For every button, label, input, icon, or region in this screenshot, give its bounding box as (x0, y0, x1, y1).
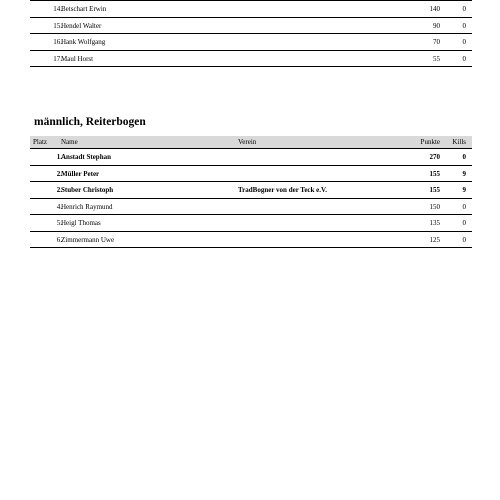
table-row (30, 1, 472, 18)
cell-punkte: 140 (429, 5, 440, 13)
table-row (30, 149, 472, 166)
cell-name: Zimmermann Uwe (61, 235, 115, 244)
table-row (30, 166, 472, 183)
cell-punkte: 55 (433, 54, 440, 63)
cell-kills: 0 (462, 202, 466, 211)
header-name: Name (61, 138, 78, 146)
cell-name: Maul Horst (61, 54, 94, 63)
cell-punkte: 135 (429, 219, 440, 227)
table-row (30, 215, 472, 232)
cell-punkte: 270 (429, 153, 440, 161)
cell-kills: 0 (462, 153, 466, 161)
cell-kills: 0 (462, 5, 466, 13)
cell-kills: 0 (462, 54, 466, 63)
cell-platz: 6. (56, 235, 62, 244)
cell-kills: 9 (462, 186, 466, 194)
cell-platz: 1. (56, 153, 62, 161)
table-header-row (30, 136, 472, 149)
cell-platz: 5. (56, 219, 62, 227)
table-row (30, 232, 472, 249)
cell-punkte: 125 (429, 235, 440, 244)
cell-platz: 4. (56, 202, 62, 211)
table-row (30, 182, 472, 199)
cell-platz: 2. (56, 186, 62, 194)
cell-punkte: 70 (433, 38, 440, 46)
cell-punkte: 155 (429, 186, 440, 194)
cell-platz: 15. (53, 21, 62, 30)
header-platz: Platz (33, 138, 47, 146)
cell-name: Heigl Thomas (61, 219, 101, 227)
header-verein: Verein (238, 138, 257, 146)
cell-platz: 14. (53, 5, 62, 13)
cell-punkte: 90 (433, 21, 440, 30)
header-kills: Kills (452, 138, 466, 146)
cell-name: Anstadt Stephan (61, 153, 111, 161)
results-table-top (30, 0, 472, 67)
cell-platz: 2. (56, 169, 62, 178)
cell-platz: 16. (53, 38, 62, 46)
table-row (30, 51, 472, 68)
cell-punkte: 150 (429, 202, 440, 211)
table-row (30, 18, 472, 35)
header-punkte: Punkte (420, 138, 440, 146)
table-row (30, 199, 472, 216)
cell-kills: 0 (462, 38, 466, 46)
cell-name: Hendel Walter (61, 21, 102, 30)
cell-kills: 9 (462, 169, 466, 178)
cell-name: Stuber Christoph (61, 186, 114, 194)
table-row (30, 34, 472, 51)
section-title: männlich, Reiterbogen (34, 116, 146, 128)
cell-kills: 0 (462, 21, 466, 30)
cell-name: Hank Wolfgang (61, 38, 106, 46)
results-table-reiterbogen (30, 136, 472, 248)
cell-name: Müller Peter (61, 169, 100, 178)
cell-name: Betschart Erwin (61, 5, 107, 13)
cell-punkte: 155 (429, 169, 440, 178)
cell-kills: 0 (462, 235, 466, 244)
cell-kills: 0 (462, 219, 466, 227)
cell-name: Henrich Raymund (61, 202, 113, 211)
cell-verein: TradBogner von der Teck e.V. (238, 186, 327, 194)
cell-platz: 17. (53, 54, 62, 63)
